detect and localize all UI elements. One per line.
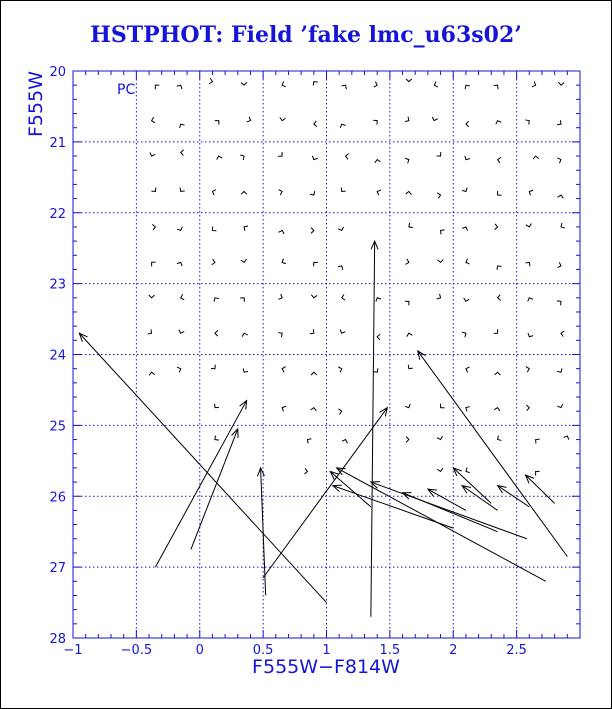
small-marker: [437, 152, 441, 156]
small-marker: [152, 262, 156, 266]
small-marker: [310, 191, 315, 195]
small-marker: [280, 117, 286, 120]
small-marker: [497, 266, 502, 270]
small-marker: [494, 329, 498, 333]
small-marker: [526, 367, 529, 373]
small-marker: [526, 224, 532, 227]
small-marker: [149, 372, 155, 375]
small-marker: [406, 79, 412, 82]
small-marker: [374, 82, 377, 87]
arrow-shaft: [403, 493, 498, 532]
small-marker: [310, 329, 314, 333]
small-marker: [304, 468, 307, 474]
small-marker: [215, 404, 219, 408]
small-marker: [558, 82, 564, 85]
small-marker: [341, 188, 345, 192]
small-marker: [558, 195, 564, 198]
small-marker: [405, 301, 409, 305]
small-marker: [408, 365, 413, 369]
small-marker: [212, 190, 216, 195]
small-marker: [462, 188, 467, 192]
small-marker: [241, 191, 247, 194]
small-marker: [314, 262, 318, 266]
small-marker: [529, 190, 533, 195]
small-marker: [437, 294, 441, 299]
y-tick-label: 24: [49, 348, 66, 364]
small-marker: [466, 407, 470, 412]
small-marker: [340, 124, 345, 128]
small-marker: [438, 259, 444, 262]
y-tick-labels: [49, 65, 66, 647]
arrow-head: [240, 401, 247, 410]
small-marker: [406, 191, 412, 194]
small-marker: [307, 439, 311, 444]
y-tick-label: 22: [49, 206, 66, 222]
small-marker: [498, 295, 501, 301]
small-marker: [528, 333, 533, 337]
small-marker: [155, 85, 159, 89]
small-marker: [441, 404, 445, 408]
small-marker: [215, 436, 219, 441]
small-marker: [434, 82, 438, 87]
small-marker: [338, 266, 343, 270]
small-marker: [494, 85, 498, 89]
chart-title: HSTPHOT: Field ’fake lmc_u63s02’: [90, 22, 522, 48]
y-tick-label: 23: [49, 277, 66, 293]
small-marker: [466, 259, 470, 264]
small-marker: [462, 227, 467, 231]
small-marker: [498, 191, 502, 195]
y-tick-label: 27: [49, 561, 66, 577]
small-marker: [215, 121, 219, 125]
small-marker: [342, 85, 347, 89]
small-marker: [282, 367, 285, 373]
small-marker: [177, 227, 182, 231]
arrow-shaft: [453, 468, 491, 503]
small-marker: [282, 81, 286, 86]
small-marker: [279, 230, 285, 233]
grid-lines: [73, 71, 580, 638]
small-marker: [212, 259, 215, 265]
small-marker: [525, 120, 529, 125]
x-tick-label: 0: [195, 643, 204, 658]
small-marker: [244, 226, 248, 231]
small-marker: [564, 436, 569, 440]
small-marker: [278, 152, 282, 156]
small-marker: [437, 436, 443, 439]
small-marker: [498, 436, 502, 441]
small-marker: [181, 150, 184, 156]
small-marker: [405, 404, 410, 408]
x-tick-label: 0.5: [252, 643, 274, 658]
small-marker: [375, 160, 381, 163]
small-marker: [240, 298, 244, 302]
small-marker: [437, 193, 440, 199]
small-marker: [338, 367, 342, 372]
arrow-shaft: [79, 333, 326, 602]
small-marker: [148, 329, 152, 334]
small-marker: [179, 330, 184, 333]
small-markers: [148, 78, 569, 475]
small-marker: [278, 332, 282, 337]
small-marker: [177, 85, 182, 89]
small-marker: [377, 190, 381, 195]
small-marker: [278, 294, 282, 299]
small-marker: [339, 409, 342, 415]
small-marker: [282, 259, 286, 264]
small-marker: [180, 188, 185, 192]
small-marker: [338, 227, 343, 231]
arrow-head: [428, 489, 437, 496]
x-tick-label: −0.5: [120, 643, 153, 658]
small-marker: [406, 437, 409, 443]
small-marker: [346, 154, 349, 160]
arrow-head: [498, 486, 507, 494]
small-marker: [282, 406, 286, 411]
x-axis-label: F555W−F814W: [252, 656, 400, 678]
small-marker: [313, 82, 317, 86]
small-marker: [494, 408, 500, 411]
small-marker: [557, 368, 562, 372]
small-marker: [557, 262, 561, 267]
x-tick-label: 1.5: [379, 643, 401, 658]
small-marker: [409, 223, 413, 228]
small-marker: [181, 294, 184, 300]
arrow-shaft: [462, 486, 497, 511]
small-marker: [466, 121, 469, 127]
small-marker: [533, 156, 539, 159]
panel-label: PC: [117, 82, 136, 98]
x-tick-label: −1: [63, 643, 83, 658]
y-axis-label: F555W: [25, 71, 47, 137]
arrow-shaft: [428, 489, 466, 510]
small-marker: [464, 298, 470, 301]
small-marker: [498, 157, 501, 163]
small-marker: [279, 190, 282, 196]
small-marker: [496, 121, 501, 125]
small-marker: [180, 124, 185, 128]
arrow-shaft: [337, 468, 546, 581]
small-marker: [561, 331, 564, 337]
small-marker: [376, 298, 381, 302]
small-marker: [150, 152, 155, 156]
small-marker: [536, 439, 540, 443]
small-marker: [525, 262, 530, 266]
arrow-shaft: [333, 486, 453, 529]
x-tick-label: 2: [449, 643, 458, 658]
small-marker: [312, 156, 317, 160]
small-marker: [526, 405, 529, 411]
small-marker: [466, 367, 470, 372]
small-marker: [311, 228, 314, 234]
small-marker: [212, 226, 216, 230]
small-marker: [532, 81, 536, 86]
small-marker: [557, 158, 561, 163]
small-marker: [377, 334, 380, 340]
small-marker: [152, 117, 155, 123]
small-marker: [441, 230, 445, 235]
small-marker: [557, 120, 561, 125]
small-marker: [495, 372, 501, 375]
x-tick-label: 2.5: [506, 643, 527, 658]
arrow-shaft: [525, 475, 554, 503]
small-marker: [217, 156, 223, 159]
small-marker: [465, 156, 470, 160]
small-marker: [405, 259, 408, 265]
small-marker: [311, 408, 317, 411]
small-marker: [495, 224, 498, 230]
small-marker: [149, 295, 155, 298]
small-marker: [557, 301, 561, 305]
y-tick-label: 26: [49, 490, 66, 506]
small-marker: [405, 117, 409, 122]
small-marker: [243, 368, 248, 372]
small-marker: [211, 365, 215, 369]
small-marker: [214, 298, 219, 302]
small-marker: [314, 121, 317, 127]
small-marker: [342, 294, 345, 300]
small-marker: [177, 367, 181, 372]
small-marker: [177, 262, 182, 266]
small-marker: [437, 468, 443, 471]
x-tick-label: 1: [322, 643, 331, 658]
small-marker: [247, 117, 251, 122]
small-marker: [465, 85, 470, 89]
small-marker: [152, 224, 155, 230]
small-marker: [209, 78, 212, 84]
arrow-shaft: [263, 408, 387, 578]
y-tick-label: 25: [49, 419, 66, 435]
small-marker: [407, 333, 413, 336]
small-marker: [241, 82, 247, 85]
small-marker: [340, 330, 345, 334]
arrow-shaft: [371, 482, 527, 539]
y-tick-label: 20: [49, 65, 66, 80]
small-marker: [373, 368, 378, 372]
small-marker: [528, 298, 533, 302]
y-tick-label: 21: [49, 135, 66, 151]
arrow-shaft: [418, 351, 568, 557]
small-marker: [241, 259, 247, 262]
small-marker: [561, 223, 565, 228]
y-tick-label: 28: [49, 632, 66, 647]
small-marker: [311, 295, 317, 298]
small-marker: [405, 158, 409, 163]
small-marker: [151, 188, 156, 192]
small-marker: [462, 332, 466, 337]
small-marker: [242, 333, 247, 337]
small-marker: [557, 404, 562, 408]
small-marker: [240, 155, 244, 160]
small-marker: [466, 468, 470, 473]
small-marker: [536, 471, 540, 475]
small-marker: [215, 330, 218, 336]
small-marker: [342, 440, 347, 444]
small-marker: [373, 120, 377, 124]
small-marker: [432, 117, 438, 120]
small-marker: [311, 372, 317, 375]
